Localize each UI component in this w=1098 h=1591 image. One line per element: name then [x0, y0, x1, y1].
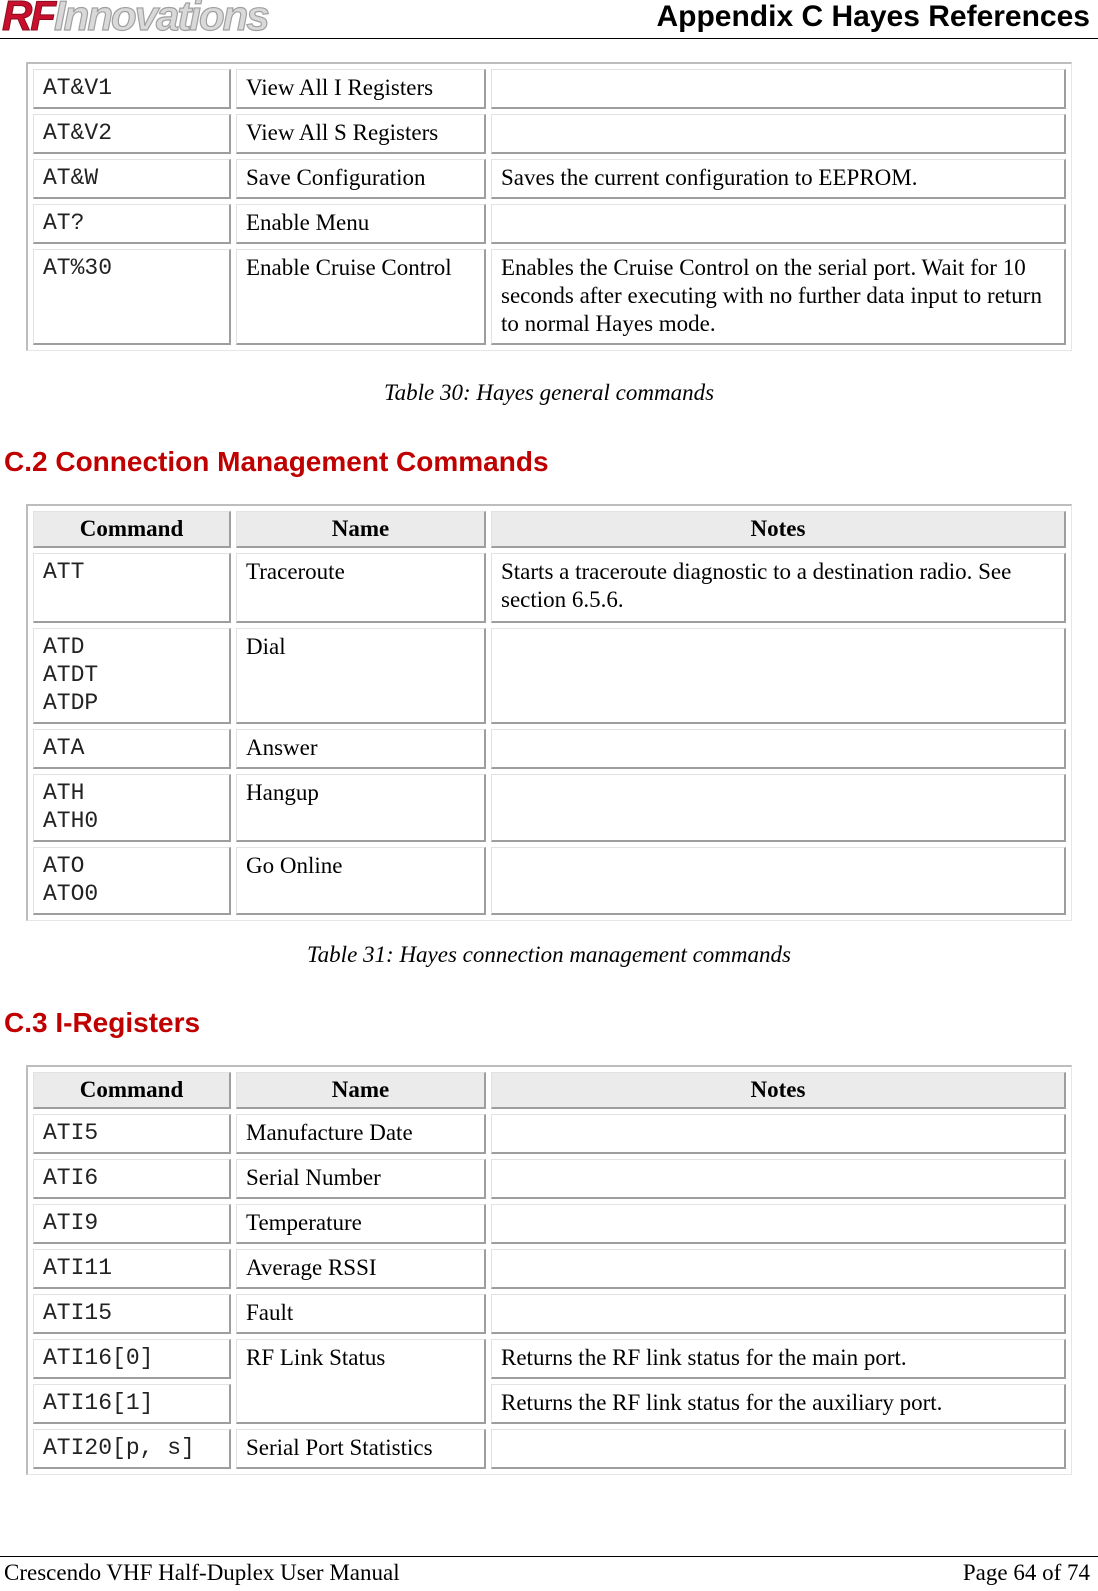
table-row	[33, 729, 1066, 769]
table-row	[33, 1294, 1066, 1334]
section-heading-c3: C.3 I-Registers	[4, 1007, 201, 1038]
page-footer	[0, 1556, 1098, 1585]
appendix-title: Appendix C Hayes References	[656, 0, 1090, 33]
name-cell: View All S Registers	[236, 114, 486, 154]
column-header-name: Name	[236, 511, 486, 548]
command-cell: ATI5	[33, 1114, 231, 1154]
notes-cell: Saves the current configuration to EEPROM.	[491, 159, 1066, 199]
table-row	[33, 628, 1066, 724]
section-heading-c2: C.2 Connection Management Commands	[4, 446, 549, 477]
notes-cell	[491, 114, 1066, 154]
command-cell: AT&V1	[33, 69, 231, 109]
command-cell: AT%30	[33, 249, 231, 345]
table-row	[33, 1339, 1066, 1379]
column-header-command: Command	[33, 1072, 231, 1109]
table-row	[33, 1429, 1066, 1469]
command-cell: ATA	[33, 729, 231, 769]
notes-cell	[491, 1204, 1066, 1244]
notes-cell	[491, 1294, 1066, 1334]
column-header-notes: Notes	[491, 511, 1066, 548]
table-row	[33, 1159, 1066, 1199]
command-cell: ATI11	[33, 1249, 231, 1289]
table-row	[33, 1384, 1066, 1424]
notes-cell: Returns the RF link status for the auxiliary port.	[491, 1384, 1066, 1424]
command-cell: ATH ATH0	[33, 774, 231, 842]
table-row	[33, 1114, 1066, 1154]
name-cell: Manufacture Date	[236, 1114, 486, 1154]
table-row	[33, 1204, 1066, 1244]
command-cell: ATD ATDT ATDP	[33, 628, 231, 724]
rfinnovations-logo: RFInnovations	[2, 0, 268, 39]
page-header	[0, 0, 1098, 39]
command-cell: ATI9	[33, 1204, 231, 1244]
command-cell: AT?	[33, 204, 231, 244]
table-row	[33, 1249, 1066, 1289]
table-31-connection-commands	[26, 504, 1072, 921]
table-row	[33, 249, 1066, 345]
notes-cell	[491, 204, 1066, 244]
name-cell: Temperature	[236, 1204, 486, 1244]
name-cell: Enable Cruise Control	[236, 249, 486, 345]
notes-cell	[491, 847, 1066, 915]
notes-cell	[491, 1114, 1066, 1154]
notes-cell	[491, 628, 1066, 724]
name-cell: View All I Registers	[236, 69, 486, 109]
table-row	[33, 114, 1066, 154]
notes-cell	[491, 774, 1066, 842]
command-cell: ATI6	[33, 1159, 231, 1199]
notes-cell	[491, 69, 1066, 109]
table-row	[33, 847, 1066, 915]
name-cell: Answer	[236, 729, 486, 769]
name-cell: Serial Port Statistics	[236, 1429, 486, 1469]
table-header-row	[33, 511, 1066, 548]
notes-cell	[491, 1429, 1066, 1469]
table-i-registers	[26, 1065, 1072, 1475]
table-row	[33, 69, 1066, 109]
table-30-general-commands	[26, 62, 1072, 351]
notes-cell: Starts a traceroute diagnostic to a destination radio. See section 6.5.6.	[491, 553, 1066, 623]
column-header-notes: Notes	[491, 1072, 1066, 1109]
notes-cell	[491, 1159, 1066, 1199]
column-header-command: Command	[33, 511, 231, 548]
table-row	[33, 553, 1066, 623]
command-cell: ATI16[0]	[33, 1339, 231, 1379]
command-cell: AT&W	[33, 159, 231, 199]
table-header-row	[33, 1072, 1066, 1109]
table-30-caption: Table 30: Hayes general commands	[383, 380, 715, 405]
notes-cell	[491, 729, 1066, 769]
manual-title: Crescendo VHF Half-Duplex User Manual	[4, 1560, 400, 1585]
name-cell: Save Configuration	[236, 159, 486, 199]
page-number: Page 64 of 74	[962, 1560, 1090, 1585]
name-cell: Serial Number	[236, 1159, 486, 1199]
notes-cell: Enables the Cruise Control on the serial port. Wait for 10 seconds after executing with no further data input to return to normal Hayes mode.	[491, 249, 1066, 345]
name-cell: Go Online	[236, 847, 486, 915]
table-row	[33, 204, 1066, 244]
name-cell: Dial	[236, 628, 486, 724]
command-cell: ATO ATO0	[33, 847, 231, 915]
command-cell: ATI16[1]	[33, 1384, 231, 1424]
command-cell: ATT	[33, 553, 231, 623]
command-cell: ATI20[p, s]	[33, 1429, 231, 1469]
column-header-name: Name	[236, 1072, 486, 1109]
command-cell: AT&V2	[33, 114, 231, 154]
table-row	[33, 159, 1066, 199]
command-cell: ATI15	[33, 1294, 231, 1334]
name-cell: Enable Menu	[236, 204, 486, 244]
table-row	[33, 774, 1066, 842]
name-cell: Hangup	[236, 774, 486, 842]
name-cell: RF Link Status	[236, 1339, 486, 1424]
name-cell: Fault	[236, 1294, 486, 1334]
name-cell: Traceroute	[236, 553, 486, 623]
notes-cell: Returns the RF link status for the main port.	[491, 1339, 1066, 1379]
name-cell: Average RSSI	[236, 1249, 486, 1289]
notes-cell	[491, 1249, 1066, 1289]
table-31-caption: Table 31: Hayes connection management commands	[307, 942, 791, 967]
